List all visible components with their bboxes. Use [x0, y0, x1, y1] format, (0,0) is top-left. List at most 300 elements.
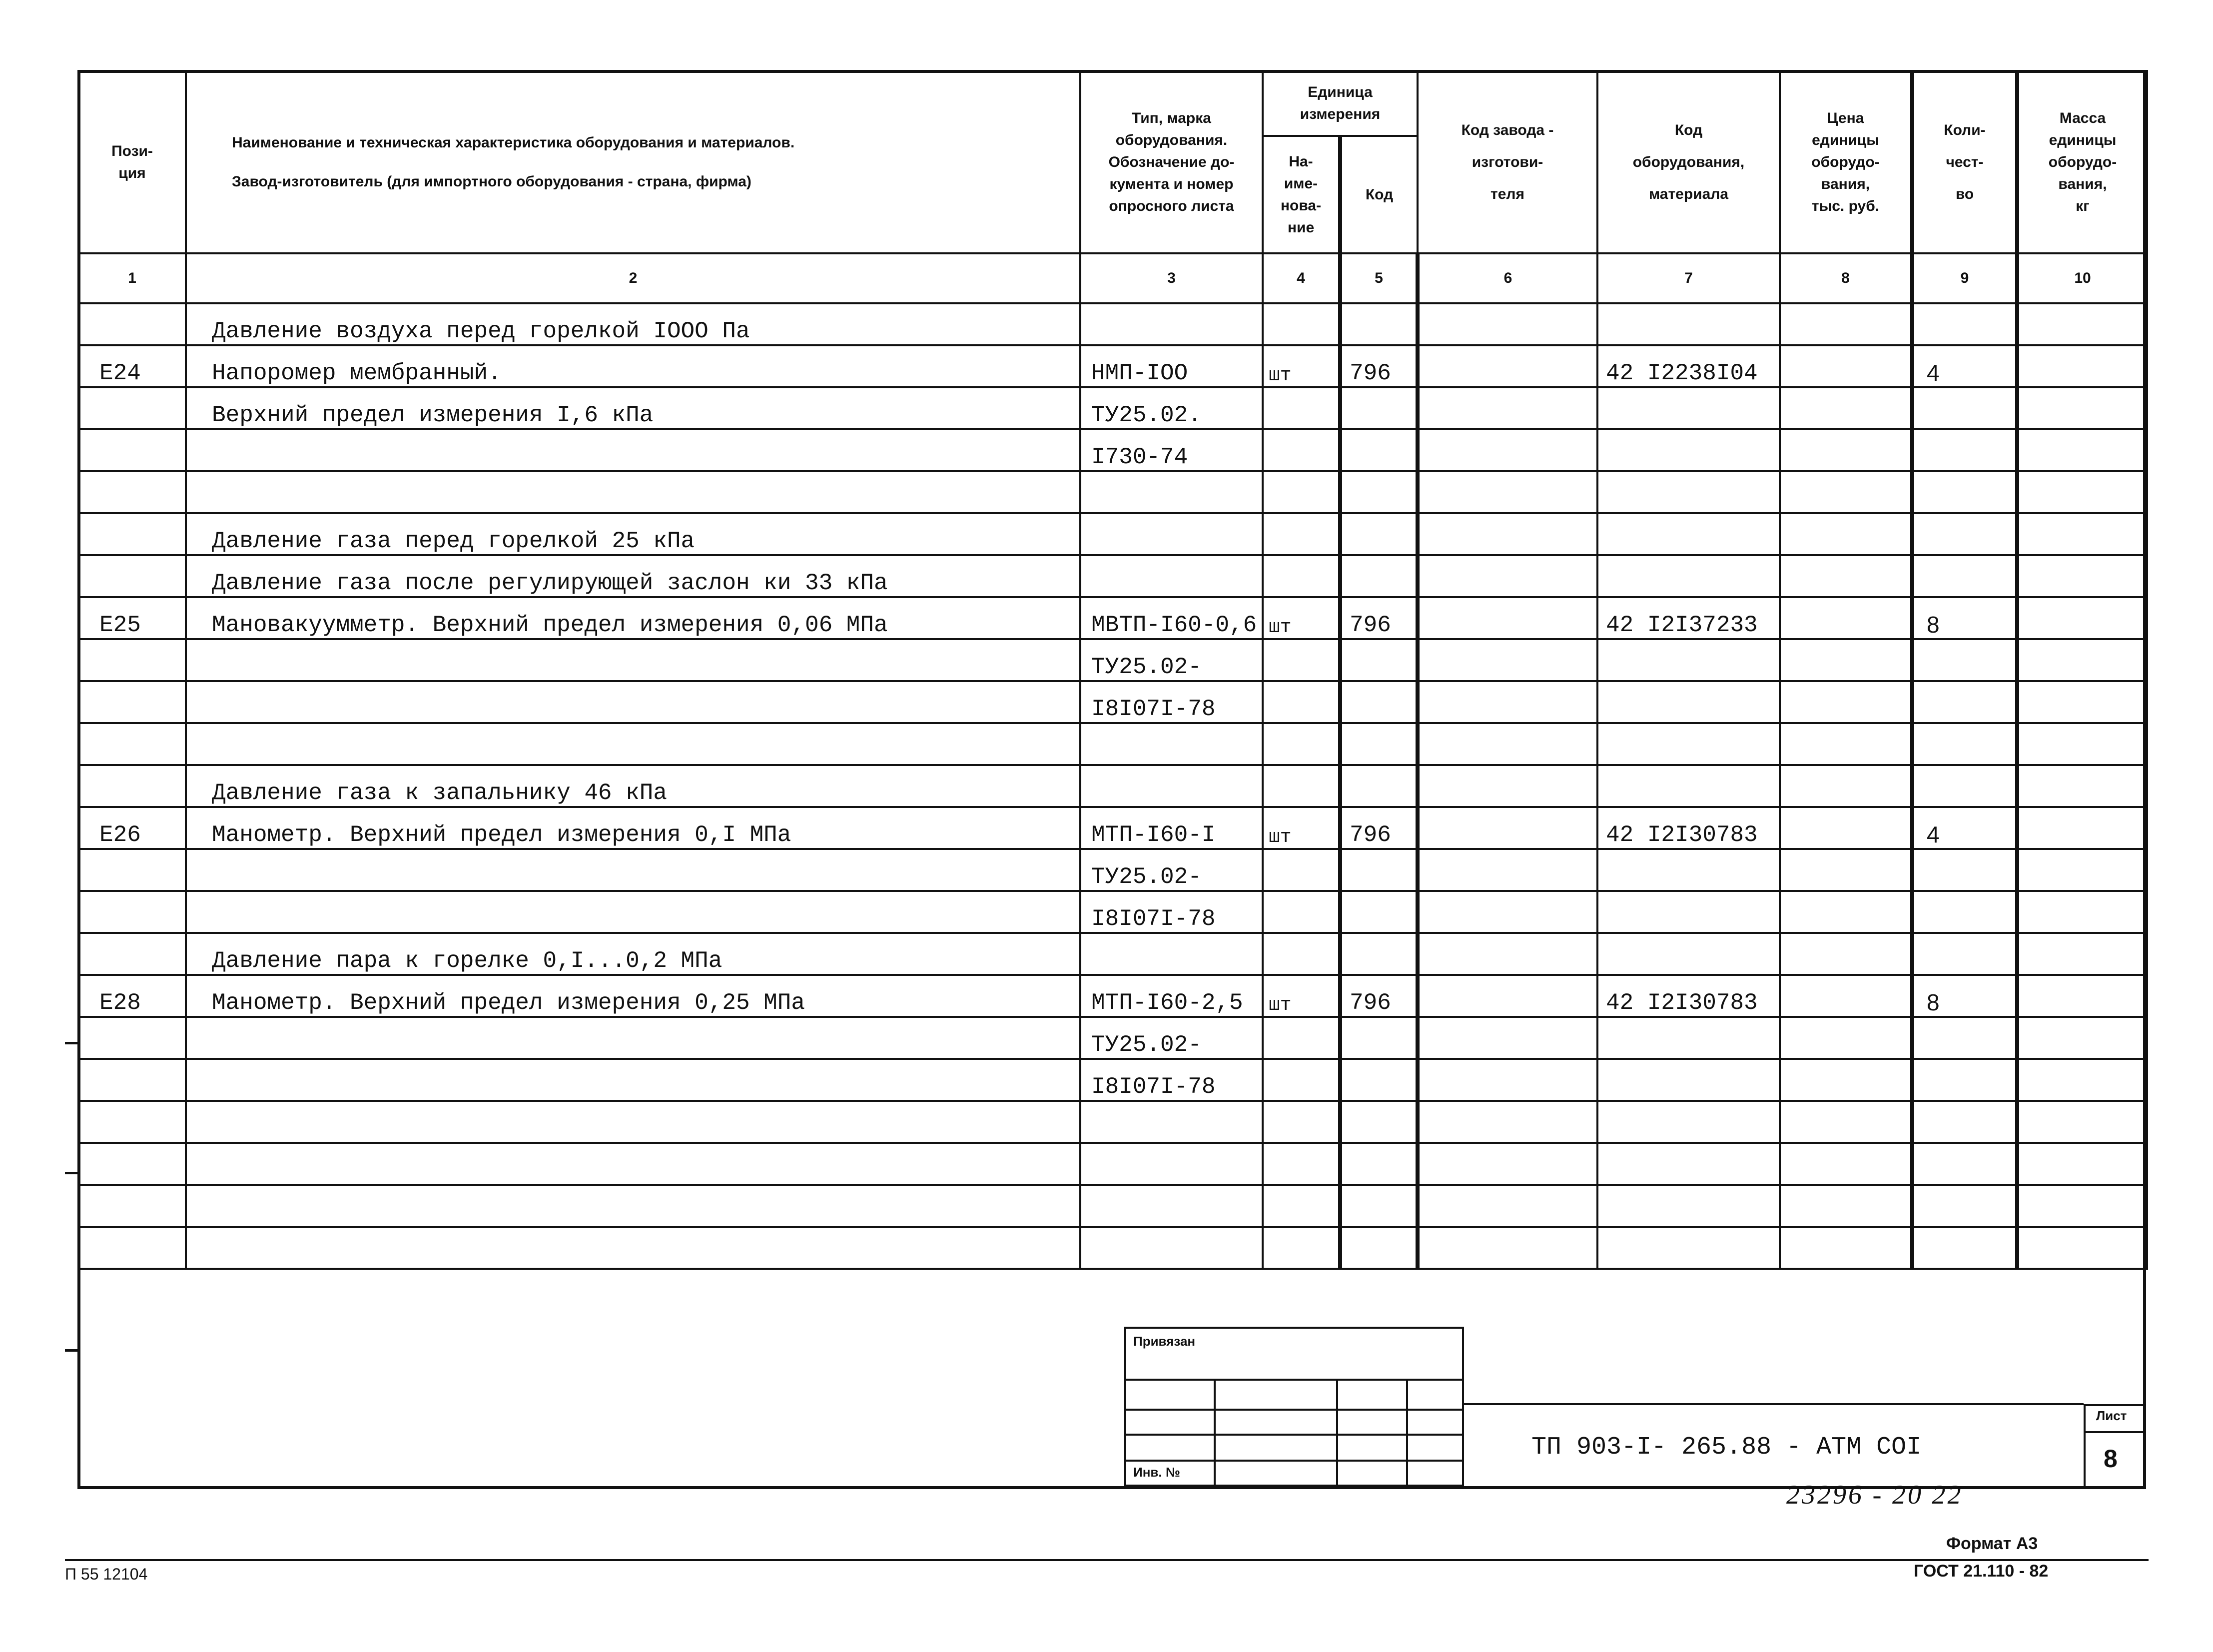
cell-mass [2017, 429, 2147, 471]
cell-price [1780, 765, 1912, 807]
cell-maker-code [1418, 1101, 1597, 1143]
cell-quantity [1912, 1185, 2017, 1227]
table-row [78, 1185, 2147, 1227]
cell-name [186, 471, 1080, 513]
specification-body [78, 303, 2147, 1269]
cell-unit-code [1340, 1017, 1418, 1059]
table-row [78, 429, 2147, 471]
cell-unit-name: шт [1263, 975, 1340, 1017]
cell-maker-code [1418, 345, 1597, 387]
cell-unit-code: 796 [1340, 807, 1418, 849]
cell-maker-code [1418, 1185, 1597, 1227]
cell-equipment-code: 42 I2I37233 [1597, 597, 1780, 639]
cell-unit-code [1340, 429, 1418, 471]
cell-name: Давление пара к горелке 0,I...0,2 МПа [186, 933, 1080, 975]
cell-mass [2017, 849, 2147, 891]
cell-equipment-code [1597, 1101, 1780, 1143]
cell-quantity: 4 [1912, 345, 2017, 387]
cell-mass [2017, 723, 2147, 765]
cell-name [186, 1143, 1080, 1185]
cell-price [1780, 933, 1912, 975]
cell-unit-code [1340, 471, 1418, 513]
table-row [78, 303, 2147, 345]
cell-equipment-code [1597, 513, 1780, 555]
cell-quantity: 4 [1912, 807, 2017, 849]
cell-price [1780, 807, 1912, 849]
cell-unit-name [1263, 555, 1340, 597]
column-number: 8 [1780, 253, 1912, 303]
cell-unit-code [1340, 1143, 1418, 1185]
table-row [78, 1143, 2147, 1185]
cell-type [1080, 765, 1263, 807]
cell-position [78, 723, 186, 765]
cell-name [186, 1227, 1080, 1269]
cell-type: ТУ25.02- [1080, 639, 1263, 681]
cell-name [186, 1059, 1080, 1101]
cell-mass [2017, 387, 2147, 429]
cell-maker-code [1418, 933, 1597, 975]
cell-price [1780, 387, 1912, 429]
sheet-number: 8 [2104, 1445, 2118, 1473]
cell-quantity [1912, 1017, 2017, 1059]
gost-reference: ГОСТ 21.110 - 82 [1914, 1562, 2049, 1581]
cell-name [186, 639, 1080, 681]
cell-type: ТУ25.02. [1080, 387, 1263, 429]
column-number: 1 [78, 253, 186, 303]
cell-mass [2017, 1017, 2147, 1059]
cell-type: НМП-IOO [1080, 345, 1263, 387]
cell-name: Давление газа к запальнику 46 кПа [186, 765, 1080, 807]
specification-table [77, 70, 2148, 1270]
cell-name: Манометр. Верхний предел измерения 0,25 МПа [186, 975, 1080, 1017]
cell-price [1780, 891, 1912, 933]
cell-price [1780, 597, 1912, 639]
cell-price [1780, 723, 1912, 765]
cell-price [1780, 975, 1912, 1017]
header-maker-code: Код завода - изготови- теля [1418, 71, 1597, 253]
cell-equipment-code [1597, 765, 1780, 807]
cell-equipment-code [1597, 555, 1780, 597]
cell-maker-code [1418, 303, 1597, 345]
table-row [78, 933, 2147, 975]
cell-price [1780, 1227, 1912, 1269]
cell-price [1780, 471, 1912, 513]
cell-maker-code [1418, 639, 1597, 681]
cell-position [78, 1059, 186, 1101]
cell-mass [2017, 513, 2147, 555]
header-row-top [78, 71, 2147, 136]
stamp-line [1126, 1434, 1464, 1436]
cell-name [186, 891, 1080, 933]
cell-equipment-code: 42 I2238I04 [1597, 345, 1780, 387]
cell-unit-name [1263, 1143, 1340, 1185]
cell-mass [2017, 471, 2147, 513]
header-type: Тип, марка оборудования. Обозначение до- кумента и номер опросного листа [1080, 71, 1263, 253]
cell-price [1780, 345, 1912, 387]
cell-unit-name [1263, 387, 1340, 429]
table-row [78, 1101, 2147, 1143]
table-row [78, 807, 2147, 849]
stamp-line [1126, 1409, 1464, 1411]
cell-unit-name [1263, 471, 1340, 513]
cell-maker-code [1418, 765, 1597, 807]
cell-equipment-code [1597, 1185, 1780, 1227]
cell-maker-code [1418, 597, 1597, 639]
cell-type [1080, 555, 1263, 597]
cell-mass [2017, 933, 2147, 975]
stamp-line [1126, 1379, 1464, 1381]
column-number: 4 [1263, 253, 1340, 303]
cell-unit-code [1340, 933, 1418, 975]
cell-unit-name [1263, 1185, 1340, 1227]
cell-quantity [1912, 765, 2017, 807]
cell-maker-code [1418, 1143, 1597, 1185]
cell-maker-code [1418, 891, 1597, 933]
linkage-stamp [1124, 1327, 1464, 1487]
cell-maker-code [1418, 429, 1597, 471]
table-row [78, 513, 2147, 555]
cell-equipment-code [1597, 387, 1780, 429]
cell-position: E28 [78, 975, 186, 1017]
cell-position [78, 1227, 186, 1269]
cell-mass [2017, 1143, 2147, 1185]
header-unit-group: Единица измерения [1263, 71, 1418, 136]
cell-position [78, 303, 186, 345]
table-row [78, 471, 2147, 513]
cell-maker-code [1418, 807, 1597, 849]
cell-quantity [1912, 1227, 2017, 1269]
cell-equipment-code [1597, 429, 1780, 471]
cell-position [78, 1017, 186, 1059]
cell-maker-code [1418, 1227, 1597, 1269]
cell-quantity [1912, 933, 2017, 975]
cell-type: МТП-I60-2,5 [1080, 975, 1263, 1017]
cell-mass [2017, 891, 2147, 933]
paper-format: Формат А3 [1946, 1534, 2038, 1553]
cell-position: E25 [78, 597, 186, 639]
cell-mass [2017, 639, 2147, 681]
cell-unit-name: шт [1263, 345, 1340, 387]
cell-type: I8I07I-78 [1080, 1059, 1263, 1101]
cell-quantity [1912, 849, 2017, 891]
header-quantity: Коли- чест- во [1912, 71, 2017, 253]
cell-equipment-code [1597, 1143, 1780, 1185]
cell-equipment-code: 42 I2I30783 [1597, 975, 1780, 1017]
cell-quantity [1912, 891, 2017, 933]
cell-position [78, 891, 186, 933]
cell-quantity [1912, 387, 2017, 429]
cell-unit-code [1340, 303, 1418, 345]
cell-unit-name [1263, 765, 1340, 807]
column-number: 9 [1912, 253, 2017, 303]
cell-maker-code [1418, 975, 1597, 1017]
column-number: 7 [1597, 253, 1780, 303]
table-row [78, 975, 2147, 1017]
document-number: ТП 903-I- 265.88 - АТМ COI [1531, 1433, 1922, 1462]
cell-maker-code [1418, 849, 1597, 891]
header-position: Пози- ция [78, 71, 186, 253]
column-number: 6 [1418, 253, 1597, 303]
cell-mass [2017, 681, 2147, 723]
cell-name: Манометр. Верхний предел измерения 0,I МПа [186, 807, 1080, 849]
title-block-line [1464, 1403, 2084, 1405]
cell-unit-name [1263, 1227, 1340, 1269]
cell-name [186, 849, 1080, 891]
cell-maker-code [1418, 1059, 1597, 1101]
cell-position: E24 [78, 345, 186, 387]
header-price: Цена единицы оборудо- вания, тыс. руб. [1780, 71, 1912, 253]
table-row [78, 723, 2147, 765]
cell-unit-name [1263, 681, 1340, 723]
table-row [78, 555, 2147, 597]
cell-price [1780, 303, 1912, 345]
cell-unit-code [1340, 639, 1418, 681]
stamp-line [1406, 1379, 1408, 1487]
cell-position [78, 681, 186, 723]
cell-type [1080, 1185, 1263, 1227]
header-unit-name: На- име- нова- ние [1263, 136, 1340, 253]
table-row [78, 597, 2147, 639]
cell-type [1080, 723, 1263, 765]
inventory-label: Инв. № [1133, 1465, 1180, 1480]
cell-unit-code [1340, 1185, 1418, 1227]
cell-position [78, 933, 186, 975]
cell-price [1780, 849, 1912, 891]
cell-unit-code [1340, 849, 1418, 891]
cell-mass [2017, 807, 2147, 849]
cell-type [1080, 513, 1263, 555]
cell-unit-code [1340, 765, 1418, 807]
cell-type [1080, 1227, 1263, 1269]
cell-position [78, 1101, 186, 1143]
cell-unit-name [1263, 429, 1340, 471]
bottom-rule [65, 1559, 2149, 1561]
cell-quantity [1912, 681, 2017, 723]
header-name: Наименование и техническая характеристика оборудования и материалов. Завод-изготовитель (для импортного оборудования - страна, фирма) [186, 71, 1080, 253]
cell-name: Мановакуумметр. Верхний предел измерения 0,06 МПа [186, 597, 1080, 639]
header-mass: Масса единицы оборудо- вания, кг [2017, 71, 2147, 253]
cell-quantity [1912, 303, 2017, 345]
cell-name: Давление газа после регулирующей заслон ки 33 кПа [186, 555, 1080, 597]
form-code: П 55 12104 [65, 1565, 148, 1583]
cell-unit-code [1340, 555, 1418, 597]
column-numbers-row [78, 253, 2147, 303]
cell-mass [2017, 555, 2147, 597]
sheet-label: Лист [2096, 1408, 2127, 1423]
cell-quantity [1912, 471, 2017, 513]
cell-quantity [1912, 429, 2017, 471]
cell-unit-name [1263, 1059, 1340, 1101]
cell-unit-code [1340, 1227, 1418, 1269]
cell-unit-name [1263, 639, 1340, 681]
cell-position [78, 849, 186, 891]
cell-unit-name [1263, 1101, 1340, 1143]
cell-unit-name [1263, 849, 1340, 891]
cell-price [1780, 1017, 1912, 1059]
cell-position [78, 555, 186, 597]
cell-mass [2017, 345, 2147, 387]
table-row [78, 1017, 2147, 1059]
cell-quantity [1912, 1059, 2017, 1101]
cell-name [186, 681, 1080, 723]
cell-position [78, 513, 186, 555]
cell-unit-code [1340, 387, 1418, 429]
cell-maker-code [1418, 723, 1597, 765]
linked-label: Привязан [1133, 1334, 1196, 1349]
cell-price [1780, 639, 1912, 681]
margin-tick [65, 1349, 77, 1352]
cell-position [78, 1143, 186, 1185]
cell-equipment-code [1597, 681, 1780, 723]
cell-equipment-code [1597, 849, 1780, 891]
cell-maker-code [1418, 555, 1597, 597]
cell-unit-code: 796 [1340, 597, 1418, 639]
cell-type [1080, 303, 1263, 345]
cell-unit-code [1340, 723, 1418, 765]
cell-equipment-code [1597, 639, 1780, 681]
cell-price [1780, 429, 1912, 471]
sheet-box-line [2086, 1431, 2144, 1433]
cell-type: I8I07I-78 [1080, 681, 1263, 723]
cell-unit-code [1340, 681, 1418, 723]
cell-price [1780, 555, 1912, 597]
column-number: 5 [1340, 253, 1418, 303]
cell-equipment-code [1597, 303, 1780, 345]
cell-type: МВТП-I60-0,6 [1080, 597, 1263, 639]
table-row [78, 345, 2147, 387]
cell-price [1780, 513, 1912, 555]
cell-type [1080, 471, 1263, 513]
header-equipment-code: Код оборудования, материала [1597, 71, 1780, 253]
cell-type: ТУ25.02- [1080, 1017, 1263, 1059]
stamp-line [1126, 1460, 1464, 1462]
cell-name [186, 723, 1080, 765]
cell-mass [2017, 1227, 2147, 1269]
cell-quantity [1912, 1143, 2017, 1185]
cell-type: ТУ25.02- [1080, 849, 1263, 891]
cell-price [1780, 1185, 1912, 1227]
cell-equipment-code [1597, 471, 1780, 513]
cell-name [186, 429, 1080, 471]
cell-type [1080, 933, 1263, 975]
cell-mass [2017, 303, 2147, 345]
cell-maker-code [1418, 681, 1597, 723]
column-number: 2 [186, 253, 1080, 303]
cell-type: МТП-I60-I [1080, 807, 1263, 849]
cell-maker-code [1418, 471, 1597, 513]
cell-name [186, 1185, 1080, 1227]
cell-quantity [1912, 555, 2017, 597]
cell-unit-name: шт [1263, 807, 1340, 849]
cell-equipment-code [1597, 891, 1780, 933]
cell-price [1780, 1143, 1912, 1185]
cell-position [78, 765, 186, 807]
cell-unit-name [1263, 723, 1340, 765]
handwritten-number: 23296 - 20 22 [1786, 1480, 1963, 1510]
cell-maker-code [1418, 513, 1597, 555]
table-row [78, 765, 2147, 807]
cell-quantity: 8 [1912, 597, 2017, 639]
cell-position [78, 1185, 186, 1227]
cell-quantity [1912, 1101, 2017, 1143]
cell-name [186, 1017, 1080, 1059]
cell-mass [2017, 597, 2147, 639]
column-number: 10 [2017, 253, 2147, 303]
table-row [78, 891, 2147, 933]
cell-unit-name [1263, 891, 1340, 933]
cell-equipment-code [1597, 933, 1780, 975]
cell-quantity [1912, 513, 2017, 555]
cell-price [1780, 1101, 1912, 1143]
cell-equipment-code [1597, 723, 1780, 765]
cell-unit-code [1340, 1101, 1418, 1143]
table-row [78, 639, 2147, 681]
cell-unit-name: шт [1263, 597, 1340, 639]
cell-unit-code: 796 [1340, 345, 1418, 387]
cell-mass [2017, 1059, 2147, 1101]
cell-position [78, 639, 186, 681]
table-row [78, 849, 2147, 891]
margin-tick [65, 1042, 77, 1044]
cell-unit-name [1263, 303, 1340, 345]
cell-unit-name [1263, 513, 1340, 555]
cell-unit-code: 796 [1340, 975, 1418, 1017]
cell-position [78, 387, 186, 429]
cell-quantity: 8 [1912, 975, 2017, 1017]
column-number: 3 [1080, 253, 1263, 303]
cell-unit-name [1263, 933, 1340, 975]
table-row [78, 387, 2147, 429]
cell-position: E26 [78, 807, 186, 849]
cell-mass [2017, 1185, 2147, 1227]
cell-name [186, 1101, 1080, 1143]
cell-quantity [1912, 723, 2017, 765]
cell-position [78, 429, 186, 471]
table-row [78, 1227, 2147, 1269]
cell-unit-code [1340, 513, 1418, 555]
cell-type [1080, 1143, 1263, 1185]
cell-type [1080, 1101, 1263, 1143]
cell-quantity [1912, 639, 2017, 681]
cell-price [1780, 1059, 1912, 1101]
cell-mass [2017, 765, 2147, 807]
header-unit-code: Код [1340, 136, 1418, 253]
cell-equipment-code [1597, 1017, 1780, 1059]
cell-type: I8I07I-78 [1080, 891, 1263, 933]
cell-equipment-code [1597, 1227, 1780, 1269]
cell-name: Давление воздуха перед горелкой IOOO Па [186, 303, 1080, 345]
cell-maker-code [1418, 1017, 1597, 1059]
cell-position [78, 471, 186, 513]
cell-name: Верхний предел измерения I,6 кПа [186, 387, 1080, 429]
table-row [78, 1059, 2147, 1101]
cell-equipment-code [1597, 1059, 1780, 1101]
cell-price [1780, 681, 1912, 723]
cell-unit-code [1340, 891, 1418, 933]
cell-maker-code [1418, 387, 1597, 429]
cell-unit-name [1263, 1017, 1340, 1059]
margin-tick [65, 1172, 77, 1174]
stamp-line [1336, 1379, 1338, 1487]
cell-name: Давление газа перед горелкой 25 кПа [186, 513, 1080, 555]
table-row [78, 681, 2147, 723]
cell-name: Напоромер мембранный. [186, 345, 1080, 387]
cell-mass [2017, 975, 2147, 1017]
cell-type: I730-74 [1080, 429, 1263, 471]
cell-equipment-code: 42 I2I30783 [1597, 807, 1780, 849]
cell-mass [2017, 1101, 2147, 1143]
stamp-line [1214, 1379, 1216, 1487]
